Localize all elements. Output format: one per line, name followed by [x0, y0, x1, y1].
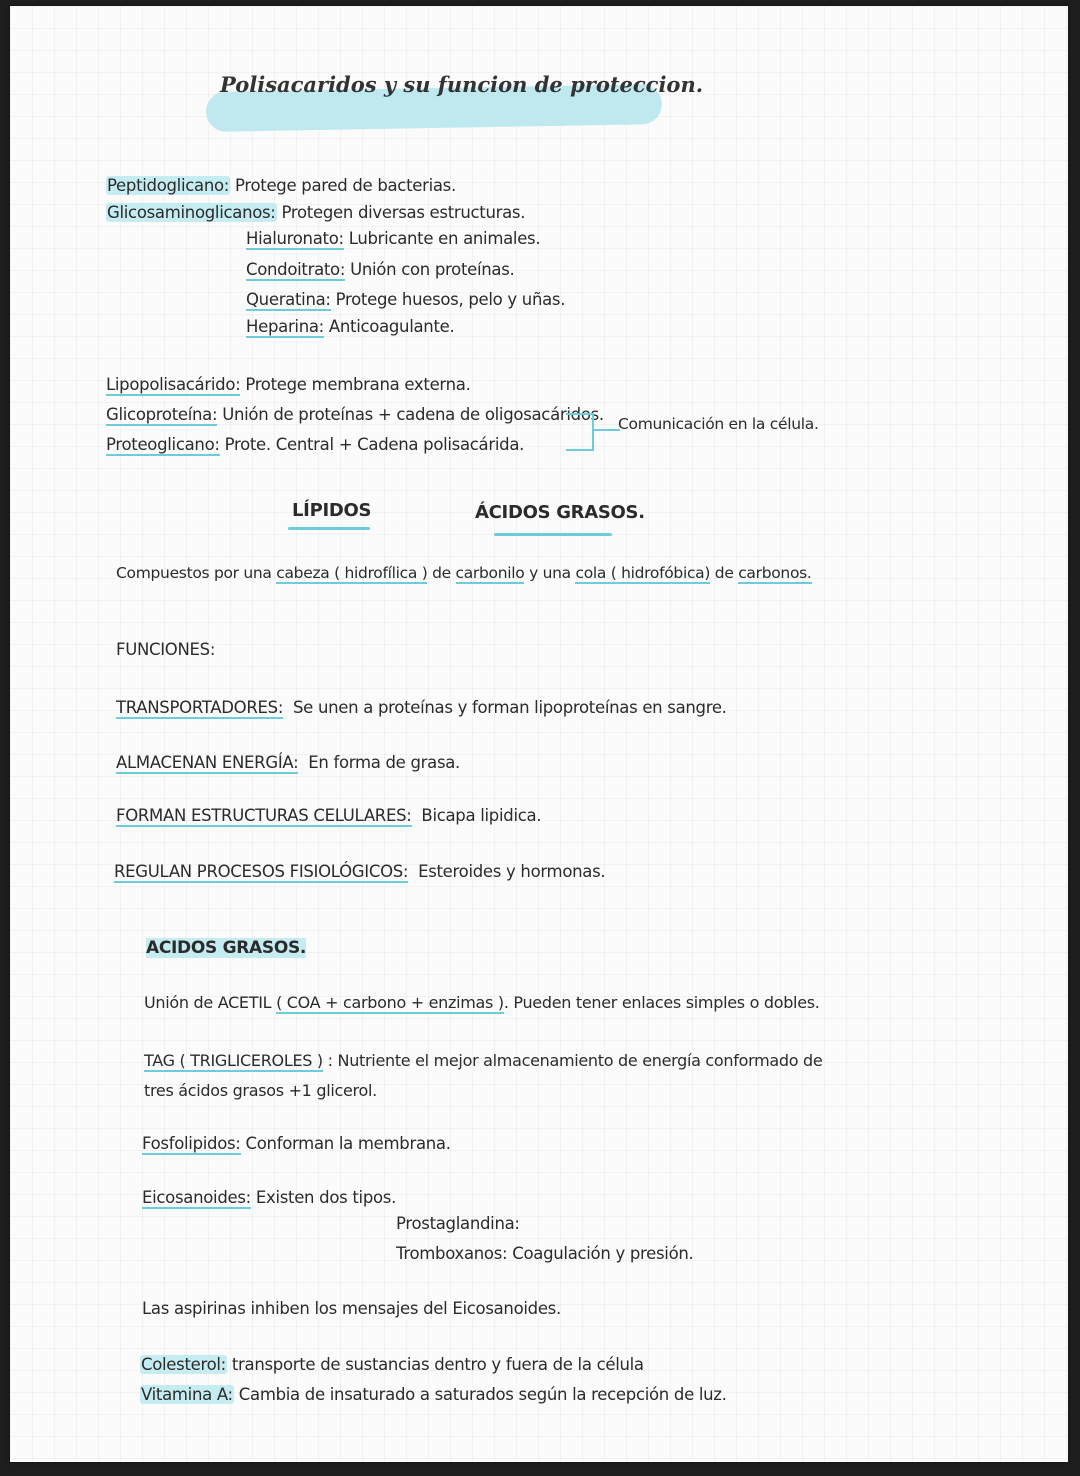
- item-fosfolipidos: [142, 1134, 451, 1153]
- desc: Coagulación y presión.: [512, 1244, 694, 1263]
- notebook-page: [10, 6, 1068, 1462]
- term: Queratina:: [246, 290, 331, 309]
- tag-line-2: tres ácidos grasos +1 glicerol.: [144, 1081, 377, 1100]
- term: Eicosanoides:: [142, 1188, 251, 1207]
- heading-acidos-underline: [494, 533, 612, 536]
- funcion-estructuras: [116, 806, 541, 825]
- term: REGULAN PROCESOS FISIOLÓGICOS:: [114, 862, 409, 881]
- tag-line: [144, 1051, 822, 1070]
- subitem-hialuronato: [246, 229, 540, 248]
- desc: Protege huesos, pelo y uñas.: [335, 290, 566, 309]
- coa-note: ( COA + carbono + enzimas ): [276, 993, 504, 1012]
- tipo-prostaglandina: [396, 1214, 520, 1233]
- item-colesterol: [140, 1355, 644, 1374]
- item-glicosaminoglicanos: [106, 203, 525, 222]
- desc: transporte de sustancias dentro y fuera de la célula: [231, 1355, 644, 1374]
- funcion-transportadores: [116, 698, 727, 717]
- term: Tromboxanos:: [396, 1244, 508, 1263]
- subitem-queratina: [246, 290, 565, 309]
- term: TAG ( TRIGLICEROLES ): [144, 1051, 323, 1070]
- item-proteoglicano: [106, 435, 524, 454]
- item-vitamina-a: [140, 1385, 727, 1404]
- aspirinas-note: Las aspirinas inhiben los mensajes del Eicosanoides.: [142, 1299, 561, 1318]
- term: Heparina:: [246, 317, 324, 336]
- desc: Protegen diversas estructuras.: [281, 203, 526, 222]
- desc: Cambia de insaturado a saturados según la recepción de luz.: [238, 1385, 727, 1404]
- acidos-grasos-text: ACIDOS GRASOS.: [146, 938, 307, 958]
- desc: Esteroides y hormonas.: [418, 862, 606, 881]
- desc: Unión de proteínas + cadena de oligosacáridos.: [222, 405, 604, 424]
- item-lipopolisacarido: [106, 375, 471, 394]
- heading-acidos-grasos: ÁCIDOS GRASOS.: [475, 502, 645, 523]
- bracket-note: Comunicación en la célula.: [618, 415, 819, 433]
- term: Fosfolipidos:: [142, 1134, 241, 1153]
- item-glicoproteina: [106, 405, 604, 424]
- term: Peptidoglicano:: [107, 176, 230, 195]
- term: Glicoproteína:: [106, 405, 218, 424]
- heading-lipidos: LÍPIDOS: [292, 500, 372, 521]
- desc: Bicapa lipidica.: [421, 806, 542, 825]
- text: de: [714, 564, 734, 582]
- desc: : Nutriente el mejor almacenamiento de energía conformado de: [327, 1051, 823, 1070]
- heading-lipidos-underline: [288, 527, 370, 530]
- term: Proteoglicano:: [106, 435, 220, 454]
- desc: Protege pared de bacterias.: [235, 176, 456, 195]
- desc: Protege membrana externa.: [245, 375, 471, 394]
- bracket-connector: [594, 429, 620, 431]
- term: Colesterol:: [141, 1355, 226, 1374]
- text: Compuestos por una: [116, 564, 272, 582]
- text: de: [432, 564, 451, 582]
- compuestos-line: [116, 564, 812, 582]
- acidos-grasos-label: [146, 938, 306, 958]
- page-title: Polisacaridos y su funcion de proteccion.: [220, 72, 704, 97]
- desc: Unión con proteínas.: [350, 260, 515, 279]
- carbonos: carbonos.: [738, 564, 812, 582]
- desc: Prote. Central + Cadena polisacárida.: [224, 435, 525, 454]
- funcion-regulan: [114, 862, 605, 881]
- carbonilo: carbonilo: [455, 564, 525, 582]
- text: Unión de ACETIL: [144, 993, 272, 1012]
- term: Condoitrato:: [246, 260, 346, 279]
- funcion-almacenan: [116, 753, 460, 772]
- desc: Conforman la membrana.: [245, 1134, 451, 1153]
- desc: Existen dos tipos.: [255, 1188, 397, 1207]
- term: TRANSPORTADORES:: [116, 698, 284, 717]
- term: Glicosaminoglicanos:: [107, 203, 276, 222]
- desc: En forma de grasa.: [308, 753, 460, 772]
- union-acetil: [144, 993, 820, 1012]
- item-peptidoglicano: [106, 176, 456, 195]
- cabeza: cabeza ( hidrofílica ): [276, 564, 428, 582]
- bracket-icon: [566, 413, 594, 451]
- term: Lipopolisacárido:: [106, 375, 241, 394]
- funciones-label: FUNCIONES:: [116, 640, 216, 659]
- text: . Pueden tener enlaces simples o dobles.: [503, 993, 820, 1012]
- text: y una: [529, 564, 571, 582]
- tipo-tromboxanos: [396, 1244, 694, 1263]
- term: FORMAN ESTRUCTURAS CELULARES:: [116, 806, 412, 825]
- item-eicosanoides: [142, 1188, 396, 1207]
- desc: Anticoagulante.: [328, 317, 455, 336]
- term: Vitamina A:: [141, 1385, 233, 1404]
- desc: Lubricante en animales.: [348, 229, 541, 248]
- term: Prostaglandina:: [396, 1214, 520, 1233]
- term: Hialuronato:: [246, 229, 344, 248]
- desc: Se unen a proteínas y forman lipoproteínas en sangre.: [292, 698, 727, 717]
- subitem-heparina: [246, 317, 454, 336]
- subitem-condoitrato: [246, 260, 514, 279]
- term: ALMACENAN ENERGÍA:: [116, 753, 299, 772]
- cola: cola ( hidrofóbica): [575, 564, 711, 582]
